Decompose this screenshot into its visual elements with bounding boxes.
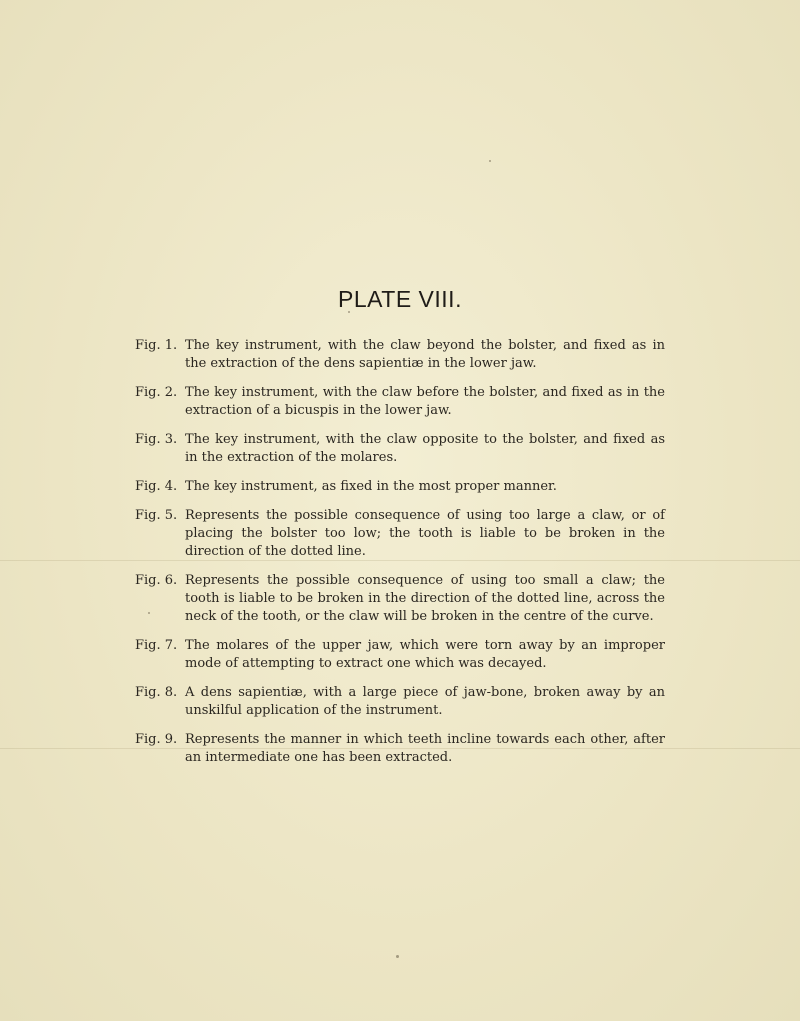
figure-description: A dens sapientiæ, with a large piece of jaw-bone, broken away by an unskilful application of the instrument.	[185, 685, 665, 718]
paper-speck	[489, 160, 491, 162]
figure-item	[135, 572, 665, 626]
figure-list	[135, 337, 665, 778]
figure-item	[135, 637, 665, 673]
figure-label: Fig. 7.	[135, 638, 178, 653]
figure-description: The key instrument, as fixed in the most proper manner.	[185, 479, 557, 494]
figure-label: Fig. 5.	[135, 508, 178, 523]
figure-description: Represents the possible consequence of using too small a claw; the tooth is liable to be broken in the direction of the dotted line, across the neck of the tooth, or the claw will be broken in the centre of the curve.	[185, 573, 665, 624]
paper-speck	[396, 955, 399, 958]
figure-label: Fig. 8.	[135, 685, 178, 700]
plate-title: PLATE VIII.	[338, 286, 462, 312]
figure-label: Fig. 6.	[135, 573, 178, 588]
figure-description: Represents the manner in which teeth incline towards each other, after an intermediate one has been extracted.	[185, 732, 665, 765]
figure-item	[135, 478, 665, 496]
figure-item	[135, 731, 665, 767]
figure-label: Fig. 2.	[135, 385, 178, 400]
figure-description: The key instrument, with the claw beyond the bolster, and fixed as in the extraction of the dens sapientiæ in the lower jaw.	[185, 338, 665, 371]
figure-label: Fig. 9.	[135, 732, 178, 747]
figure-item	[135, 507, 665, 561]
figure-item	[135, 431, 665, 467]
figure-item	[135, 684, 665, 720]
figure-description: The key instrument, with the claw opposite to the bolster, and fixed as in the extraction of the molares.	[185, 432, 665, 465]
figure-description: Represents the possible consequence of using too large a claw, or of placing the bolster too low; the tooth is liable to be broken in the direction of the dotted line.	[185, 508, 665, 559]
figure-label: Fig. 4.	[135, 479, 178, 494]
figure-label: Fig. 3.	[135, 432, 178, 447]
figure-item	[135, 384, 665, 420]
figure-label: Fig. 1.	[135, 338, 178, 353]
figure-description: The key instrument, with the claw before the bolster, and fixed as in the extraction of a bicuspis in the lower jaw.	[185, 385, 665, 418]
figure-description: The molares of the upper jaw, which were torn away by an improper mode of attempting to extract one which was decayed.	[185, 638, 665, 671]
figure-item	[135, 337, 665, 373]
